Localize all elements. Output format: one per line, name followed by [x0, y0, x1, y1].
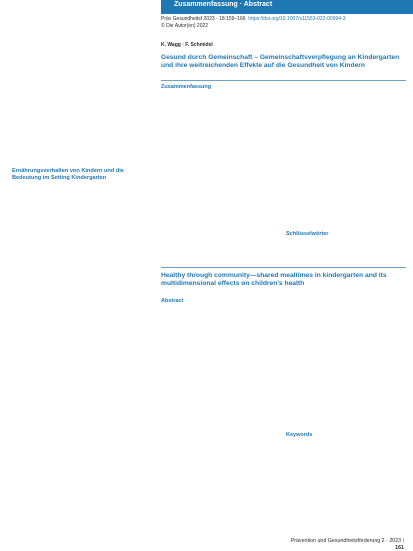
english-keywords-heading: Keywords [286, 432, 313, 438]
english-title: Healthy through community—shared mealtimes in kindergarten and its multidimensional effects on children’s health [161, 272, 387, 287]
english-abstract-heading: Abstract [161, 298, 184, 304]
journal-citation [161, 16, 406, 23]
divider [161, 267, 406, 268]
left-column-section-heading: Ernährungsverhalten von Kindern und die Bedeutung im Setting Kindergarten [12, 168, 124, 182]
german-title: Gesund durch Gemeinschaft – Gemeinschaftsverpflegung an Kindergarten und ihre weitreichenden Effekte auf die Gesundheit von Kindern [161, 54, 400, 69]
copyright: © Die Autor(en) 2022 [161, 23, 209, 29]
page-number: 161 [395, 544, 404, 551]
footer: Prävention und Gesundheitsförderung 2 · 2023 | 161 [290, 538, 404, 551]
journal-line: Präv Gesundheitsf 2023 · 18:159–166 [161, 16, 246, 22]
authors: K. Wagg · F. Schmidel [161, 42, 213, 48]
footer-text: Prävention und Gesundheitsförderung 2 · 2023 [290, 538, 402, 544]
german-summary-heading: Zusammenfassung [161, 84, 212, 90]
doi-link[interactable]: https://doi.org/10.1007/s11553-022-00994-3 [248, 16, 346, 22]
divider [161, 80, 406, 81]
german-keywords-heading: Schlüsselwörter [286, 231, 329, 237]
banner-label: Zusammenfassung · Abstract [174, 1, 273, 8]
